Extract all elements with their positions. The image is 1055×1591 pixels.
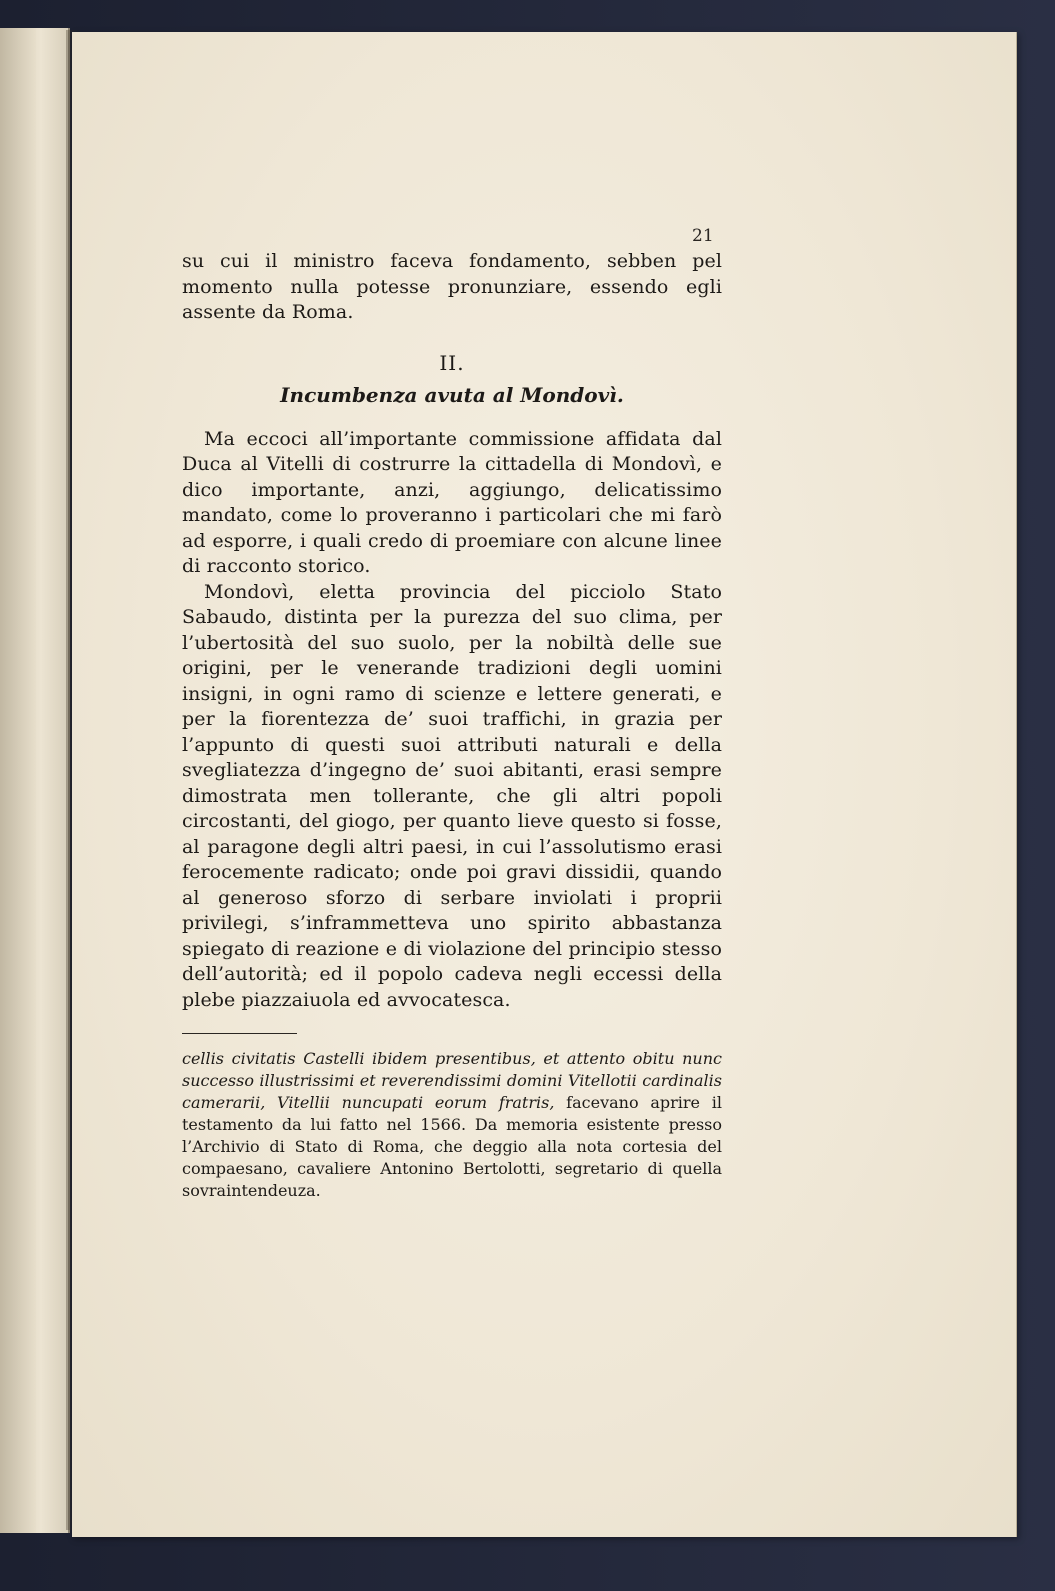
text-block	[182, 227, 722, 1202]
opening-paragraph: su cui il ministro faceva fondamento, sebben pel momento nulla potesse pronunziare, essendo egli assente da Roma.	[182, 250, 722, 323]
page-number: 21	[692, 226, 714, 246]
facing-page-edge	[0, 28, 70, 1533]
footnote-latin: cellis civitatis Castelli ibidem presentibus, et attento obitu nunc successo illustrissimi et reverendissimi domini Vitellotii cardinalis camerarii, Vitellii nuncupati eorum fratris,	[182, 1049, 722, 1112]
section-number: II.	[439, 350, 465, 375]
paragraph-1: Ma eccoci all’importante commissione affidata dal Duca al Vitelli di costrurre la cittadella di Mondovì, e dico importante, anzi, aggiungo, delicatissimo mandato, come lo proveranno i particolari che mi farò ad esporre, i quali credo di proemiare con alcune linee di racconto storico.	[182, 427, 722, 577]
paragraph-2: Mondovì, eletta provincia del picciolo Stato Sabaudo, distinta per la purezza del suo clima, per l’ubertosità del suo suolo, per la nobiltà delle sue origini, per le venerande tradizioni degli uomini insigni, in ogni ramo di scienze e lettere generati, e per la fiorentezza de’ suoi traffichi, in grazia per l’appunto di questi suoi attributi naturali e della svegliatezza d’ingegno de’ suoi abitanti, erasi sempre dimostrata men tollerante, che gli altri popoli circostanti, del giogo, per quanto lieve questo si fosse, al paragone degli altri paesi, in cui l’assolutismo erasi ferocemente radicato; onde poi gravi dissidii, quando al generoso sforzo di serbare inviolati i proprii privilegi, s’inframmetteva uno spirito abbastanza spiegato di reazione e di violazione del principio stesso dell’autorità; ed il popolo cadeva negli eccessi della plebe piazzaiuola ed avvocatesca.	[182, 580, 722, 1011]
footnote	[182, 1048, 722, 1202]
book-page	[72, 32, 1017, 1537]
footnote-rule	[182, 1033, 297, 1034]
footnote-italian: facevano aprire il testamento da lui fatto nel 1566. Da memoria esistente presso l’Archivio di Stato di Roma, che deggio alla nota cortesia del compaesano, cavaliere Antonino Bertolotti, segretario di quella sovraintendeuza.	[182, 1093, 722, 1200]
section-title: Incumbenza avuta al Mondovì.	[280, 382, 624, 407]
